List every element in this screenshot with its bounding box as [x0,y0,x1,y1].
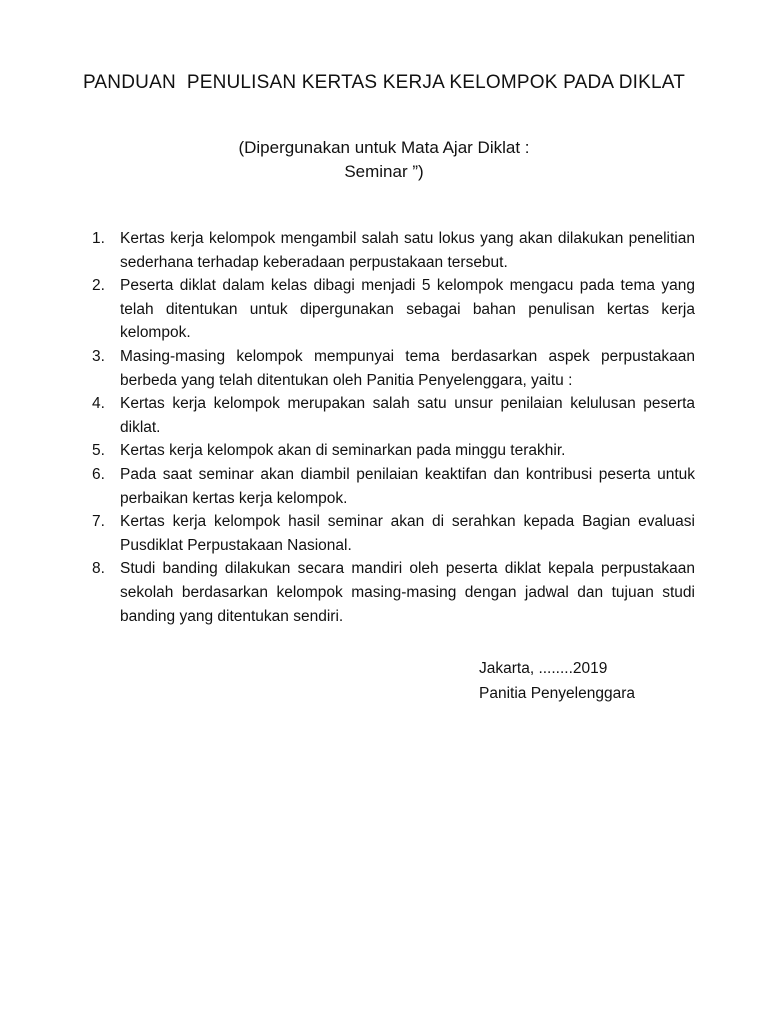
list-item-number: 1. [92,230,105,247]
list-item-number: 4. [92,395,105,413]
list-item-text: Peserta diklat dalam kelas dibagi menjadi 5 kelompok mengacu pada tema yang telah ditentukan untuk dipergunakan sebagai bahan penulisan kertas kerja kelompok. [120,277,695,342]
list-item-number: 2. [92,277,105,295]
list-item-number: 3. [92,347,105,365]
list-item-text: Kertas kerja kelompok hasil seminar akan di serahkan kepada Bagian evaluasi Pusdiklat Perpustakaan Nasional. [120,513,695,554]
list-item-number: 8. [92,560,105,578]
list-item [92,510,695,557]
signature-block [479,656,635,706]
list-item [92,557,695,628]
list-item [92,392,695,439]
list-item-text: Kertas kerja kelompok mengambil salah satu lokus yang akan dilakukan penelitian sederhana terhadap keberadaan perpustakaan tersebut. [120,230,695,271]
list-item-text: Kertas kerja kelompok akan di seminarkan pada minggu terakhir. [120,442,566,460]
list-item-text: Kertas kerja kelompok merupakan salah satu unsur penilaian kelulusan peserta diklat. [120,395,695,436]
list-item [92,439,695,463]
document-title: PANDUAN PENULISAN KERTAS KERJA KELOMPOK PADA DIKLAT [82,72,686,93]
list-item-text: Masing-masing kelompok mempunyai tema berdasarkan aspek perpustakaan berbeda yang telah ditentukan oleh Panitia Penyelenggara, yaitu : [120,347,695,389]
list-item [92,274,695,345]
subtitle-line-1: (Dipergunakan untuk Mata Ajar Diklat : [238,138,530,157]
list-item-number: 5. [92,442,105,460]
list-item-text: Studi banding dilakukan secara mandiri oleh peserta diklat kepala perpustakaan sekolah berdasarkan kelompok masing-masing dengan jadwal dan tujuan studi banding yang ditentukan sendiri. [120,560,695,625]
list-item [92,463,695,510]
signature-committee: Panitia Penyelenggara [479,685,635,702]
list-item-number: 7. [92,513,105,531]
subtitle-line-2: Seminar ”) [344,162,424,181]
guideline-list [92,227,695,628]
document-subtitle [0,136,768,184]
list-item-number: 6. [92,465,105,483]
signature-place-date: Jakarta, ........2019 [479,660,608,677]
list-item [92,345,695,392]
list-item-text: Pada saat seminar akan diambil penilaian keaktifan dan kontribusi peserta untuk perbaikan kertas kerja kelompok. [120,465,695,507]
list-item [92,227,695,274]
